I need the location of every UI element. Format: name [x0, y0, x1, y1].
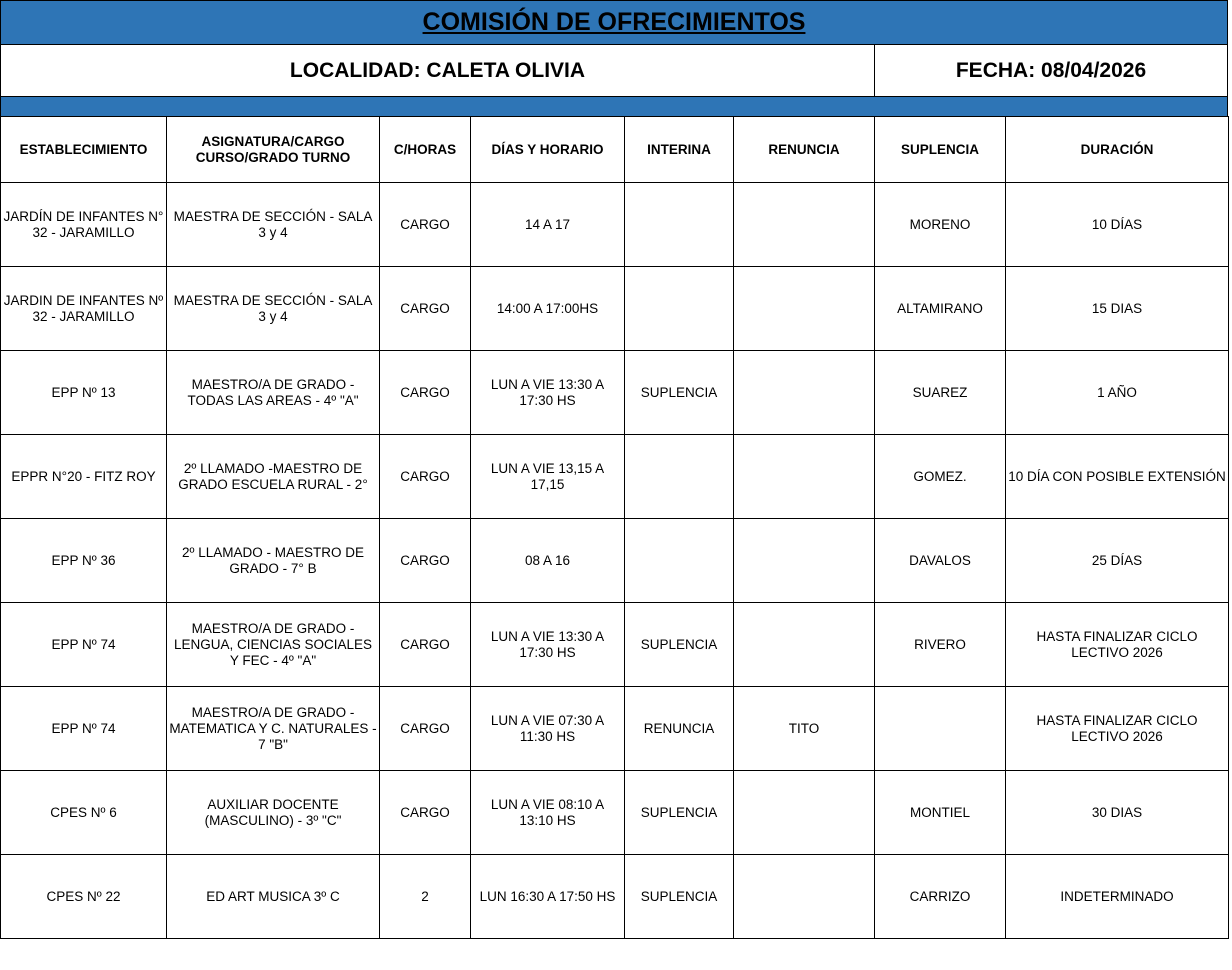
page-title: COMISIÓN DE OFRECIMIENTOS: [422, 8, 806, 36]
cell-interina[interactable]: [625, 183, 734, 267]
cell-suplencia[interactable]: GOMEZ.: [875, 435, 1006, 519]
cell-interina[interactable]: RENUNCIA: [625, 687, 734, 771]
cell-asignatura[interactable]: MAESTRO/A DE GRADO - LENGUA, CIENCIAS SOCIALES Y FEC - 4º "A": [167, 603, 380, 687]
cell-renuncia[interactable]: [734, 267, 875, 351]
cell-renuncia[interactable]: [734, 771, 875, 855]
cell-horario[interactable]: 14 A 17: [471, 183, 625, 267]
cell-suplencia[interactable]: ALTAMIRANO: [875, 267, 1006, 351]
cell-suplencia[interactable]: MONTIEL: [875, 771, 1006, 855]
cell-duracion[interactable]: HASTA FINALIZAR CICLO LECTIVO 2026: [1006, 603, 1229, 687]
cell-horario[interactable]: LUN A VIE 13:30 A 17:30 HS: [471, 603, 625, 687]
cell-asignatura[interactable]: MAESTRA DE SECCIÓN - SALA 3 y 4: [167, 267, 380, 351]
cell-suplencia[interactable]: DAVALOS: [875, 519, 1006, 603]
cell-establecimiento[interactable]: EPP Nº 13: [1, 351, 167, 435]
cell-horario[interactable]: LUN A VIE 08:10 A 13:10 HS: [471, 771, 625, 855]
offers-table: [0, 116, 1229, 939]
cell-interina[interactable]: SUPLENCIA: [625, 351, 734, 435]
header-interina[interactable]: INTERINA: [625, 117, 734, 183]
cell-horario[interactable]: LUN A VIE 13,15 A 17,15: [471, 435, 625, 519]
cell-establecimiento[interactable]: EPP Nº 74: [1, 687, 167, 771]
cell-duracion[interactable]: 15 DIAS: [1006, 267, 1229, 351]
cell-duracion[interactable]: HASTA FINALIZAR CICLO LECTIVO 2026: [1006, 687, 1229, 771]
cell-establecimiento[interactable]: JARDIN DE INFANTES Nº 32 - JARAMILLO: [1, 267, 167, 351]
cell-horario[interactable]: LUN A VIE 13:30 A 17:30 HS: [471, 351, 625, 435]
header-asignatura[interactable]: ASIGNATURA/CARGO CURSO/GRADO TURNO: [167, 117, 380, 183]
cell-suplencia[interactable]: SUAREZ: [875, 351, 1006, 435]
localidad-cell[interactable]: LOCALIDAD: CALETA OLIVIA: [0, 45, 875, 97]
cell-horas[interactable]: CARGO: [380, 771, 471, 855]
cell-renuncia[interactable]: [734, 603, 875, 687]
cell-interina[interactable]: SUPLENCIA: [625, 771, 734, 855]
table-header-row: [1, 117, 1229, 183]
table-row: [1, 603, 1229, 687]
cell-horas[interactable]: CARGO: [380, 267, 471, 351]
cell-interina[interactable]: SUPLENCIA: [625, 603, 734, 687]
cell-interina[interactable]: [625, 267, 734, 351]
cell-horas[interactable]: CARGO: [380, 351, 471, 435]
cell-establecimiento[interactable]: EPP Nº 74: [1, 603, 167, 687]
cell-establecimiento[interactable]: EPPR N°20 - FITZ ROY: [1, 435, 167, 519]
cell-duracion[interactable]: 10 DÍA CON POSIBLE EXTENSIÓN: [1006, 435, 1229, 519]
header-suplencia[interactable]: SUPLENCIA: [875, 117, 1006, 183]
table-row: [1, 267, 1229, 351]
fecha-cell[interactable]: FECHA: 08/04/2026: [875, 45, 1228, 97]
cell-renuncia[interactable]: TITO: [734, 687, 875, 771]
cell-renuncia[interactable]: [734, 183, 875, 267]
cell-establecimiento[interactable]: CPES Nº 22: [1, 855, 167, 939]
cell-renuncia[interactable]: [734, 351, 875, 435]
cell-asignatura[interactable]: MAESTRO/A DE GRADO - MATEMATICA Y C. NATURALES - 7 "B": [167, 687, 380, 771]
cell-renuncia[interactable]: [734, 855, 875, 939]
cell-horas[interactable]: CARGO: [380, 183, 471, 267]
table-row: [1, 519, 1229, 603]
title-bar: [0, 0, 1228, 45]
cell-interina[interactable]: [625, 519, 734, 603]
cell-horas[interactable]: CARGO: [380, 603, 471, 687]
cell-establecimiento[interactable]: JARDÍN DE INFANTES N° 32 - JARAMILLO: [1, 183, 167, 267]
cell-asignatura[interactable]: 2º LLAMADO - MAESTRO DE GRADO - 7° B: [167, 519, 380, 603]
table-row: [1, 435, 1229, 519]
cell-horario[interactable]: LUN 16:30 A 17:50 HS: [471, 855, 625, 939]
table-row: [1, 687, 1229, 771]
cell-asignatura[interactable]: MAESTRO/A DE GRADO - TODAS LAS AREAS - 4º "A": [167, 351, 380, 435]
cell-horas[interactable]: CARGO: [380, 687, 471, 771]
header-horario[interactable]: DÍAS Y HORARIO: [471, 117, 625, 183]
separator-strip: [0, 97, 1228, 117]
header-establecimiento[interactable]: ESTABLECIMIENTO: [1, 117, 167, 183]
cell-establecimiento[interactable]: CPES Nº 6: [1, 771, 167, 855]
cell-duracion[interactable]: INDETERMINADO: [1006, 855, 1229, 939]
cell-renuncia[interactable]: [734, 435, 875, 519]
header-duracion[interactable]: DURACIÓN: [1006, 117, 1229, 183]
cell-suplencia[interactable]: MORENO: [875, 183, 1006, 267]
table-row: [1, 351, 1229, 435]
table-row: [1, 855, 1229, 939]
cell-asignatura[interactable]: MAESTRA DE SECCIÓN - SALA 3 y 4: [167, 183, 380, 267]
cell-horario[interactable]: 14:00 A 17:00HS: [471, 267, 625, 351]
info-row: [0, 45, 1228, 97]
cell-horario[interactable]: 08 A 16: [471, 519, 625, 603]
cell-duracion[interactable]: 1 AÑO: [1006, 351, 1229, 435]
cell-establecimiento[interactable]: EPP Nº 36: [1, 519, 167, 603]
table-row: [1, 183, 1229, 267]
cell-asignatura[interactable]: AUXILIAR DOCENTE (MASCULINO) - 3º "C": [167, 771, 380, 855]
header-horas[interactable]: C/HORAS: [380, 117, 471, 183]
cell-suplencia[interactable]: [875, 687, 1006, 771]
table-row: [1, 771, 1229, 855]
cell-horas[interactable]: CARGO: [380, 519, 471, 603]
cell-suplencia[interactable]: RIVERO: [875, 603, 1006, 687]
cell-asignatura[interactable]: 2º LLAMADO -MAESTRO DE GRADO ESCUELA RURAL - 2°: [167, 435, 380, 519]
cell-renuncia[interactable]: [734, 519, 875, 603]
cell-asignatura[interactable]: ED ART MUSICA 3º C: [167, 855, 380, 939]
cell-duracion[interactable]: 10 DÍAS: [1006, 183, 1229, 267]
header-renuncia[interactable]: RENUNCIA: [734, 117, 875, 183]
table-body: [1, 183, 1229, 939]
cell-duracion[interactable]: 30 DIAS: [1006, 771, 1229, 855]
cell-interina[interactable]: [625, 435, 734, 519]
cell-interina[interactable]: SUPLENCIA: [625, 855, 734, 939]
cell-duracion[interactable]: 25 DÍAS: [1006, 519, 1229, 603]
cell-horas[interactable]: 2: [380, 855, 471, 939]
cell-horas[interactable]: CARGO: [380, 435, 471, 519]
cell-suplencia[interactable]: CARRIZO: [875, 855, 1006, 939]
cell-horario[interactable]: LUN A VIE 07:30 A 11:30 HS: [471, 687, 625, 771]
